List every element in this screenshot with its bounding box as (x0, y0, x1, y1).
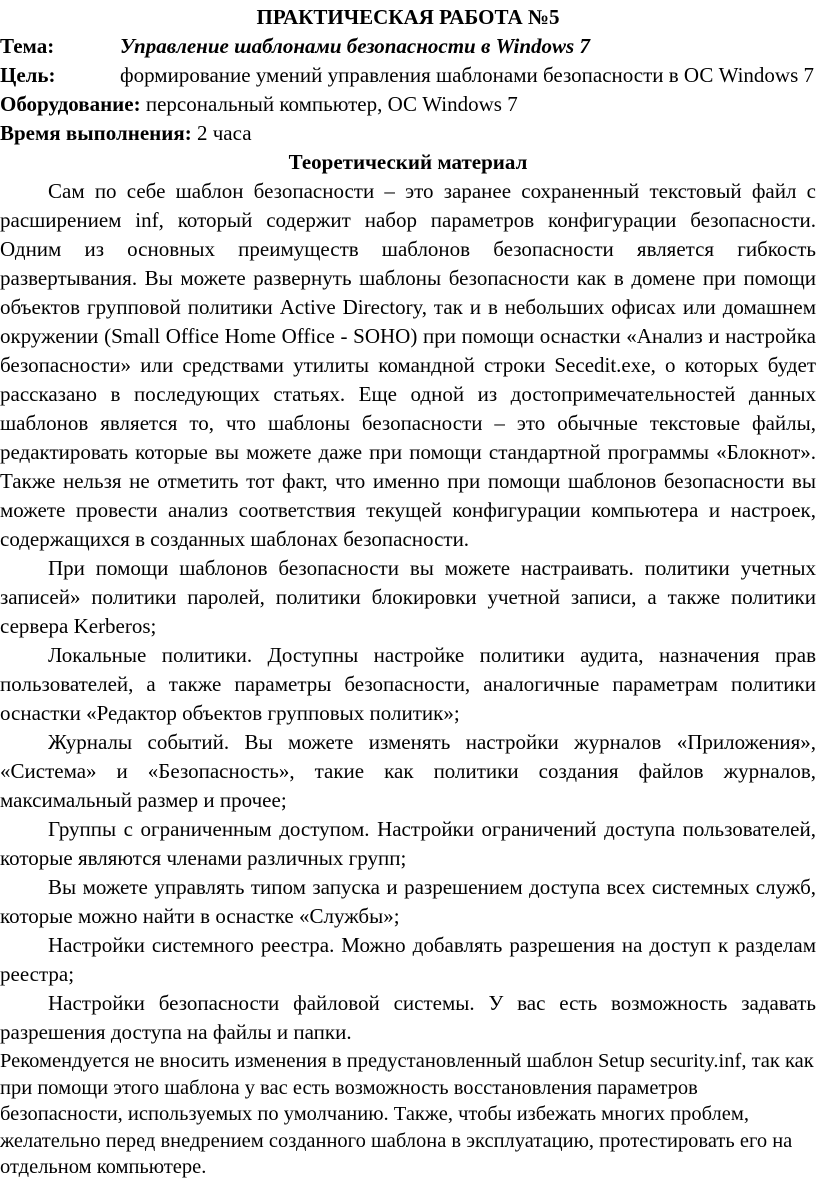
topic-label: Тема: (0, 34, 55, 58)
equipment-label: Оборудование: (0, 92, 141, 116)
time-label: Время выполнения: (0, 121, 192, 145)
paragraph: Сам по себе шаблон безопасности – это заранее сохраненный текстовый файл с расширением inf, который содержит набор параметров конфигурации безопасности. Одним из основных преимуществ шаблонов безопасности является гибкость развертывания. Вы можете развернуть шаблоны безопасности как в домене при помощи объектов групповой политики Active Directory, так и в небольших офисах или домашнем окружении (Small Office Home Office - SOHO) при помощи оснастки «Анализ и настройка безопасности» или средствами утилиты командной строки Secedit.exe, о которых будет рассказано в последующих статьях. Еще одной из достопримечательностей данных шаблонов является то, что шаблоны безопасности – это обычные текстовые файлы, редактировать которые вы можете даже при помощи стандартной программы «Блокнот». Также нельзя не отметить тот факт, что именно при помощи шаблонов безопасности вы можете провести анализ соответствия текущей конфигурации компьютера и настроек, содержащихся в созданных шаблонах безопасности. (0, 179, 816, 551)
paragraph: Журналы событий. Вы можете изменять настройки журналов «Приложения», «Система» и «Безопасность», такие как политики создания файлов журналов, максимальный размер и прочее; (0, 730, 816, 812)
goal-row (0, 61, 816, 90)
paragraph: Локальные политики. Доступны настройке политики аудита, назначения прав пользователей, а также параметры безопасности, аналогичные параметрам политики оснастки «Редактор объектов групповых политик»; (0, 643, 816, 725)
paragraph: Группы с ограниченным доступом. Настройки ограничений доступа пользователей, которые являются членами различных групп; (0, 817, 816, 870)
goal-label: Цель: (0, 63, 56, 87)
topic-value: Управление шаблонами безопасности в Windows 7 (120, 34, 590, 58)
time-line (0, 119, 816, 148)
equipment-value: персональный компьютер, ОС Windows 7 (140, 92, 518, 116)
paragraph: Вы можете управлять типом запуска и разрешением доступа всех системных служб, которые можно найти в оснастке «Службы»; (0, 875, 816, 928)
section-title: Теоретический материал (288, 150, 528, 174)
paragraph: Настройки безопасности файловой системы. У вас есть возможность задавать разрешения доступа на файлы и папки. (0, 991, 816, 1044)
closing-paragraph: Рекомендуется не вносить изменения в предустановленный шаблон Setup security.inf, так как при помощи этого шаблона у вас есть возможность восстановления параметров безопасности, используемых по умолчанию. Также, чтобы избежать многих проблем, желательно перед внедрением созданного шаблона в эксплуатацию, протестировать его на отдельном компьютере. (0, 1050, 814, 1178)
paragraph: При помощи шаблонов безопасности вы можете настраивать. политики учетных записей» политики паролей, политики блокировки учетной записи, а также политики сервера Kerberos; (0, 556, 816, 638)
equipment-line (0, 90, 816, 119)
goal-value: формирование умений управления шаблонами безопасности в ОС Windows 7 (120, 63, 815, 87)
topic-row (0, 32, 816, 61)
page-title: ПРАКТИЧЕСКАЯ РАБОТА №5 (256, 5, 560, 29)
paragraph: Настройки системного реестра. Можно добавлять разрешения на доступ к разделам реестра; (0, 933, 816, 986)
time-value: 2 часа (191, 121, 252, 145)
